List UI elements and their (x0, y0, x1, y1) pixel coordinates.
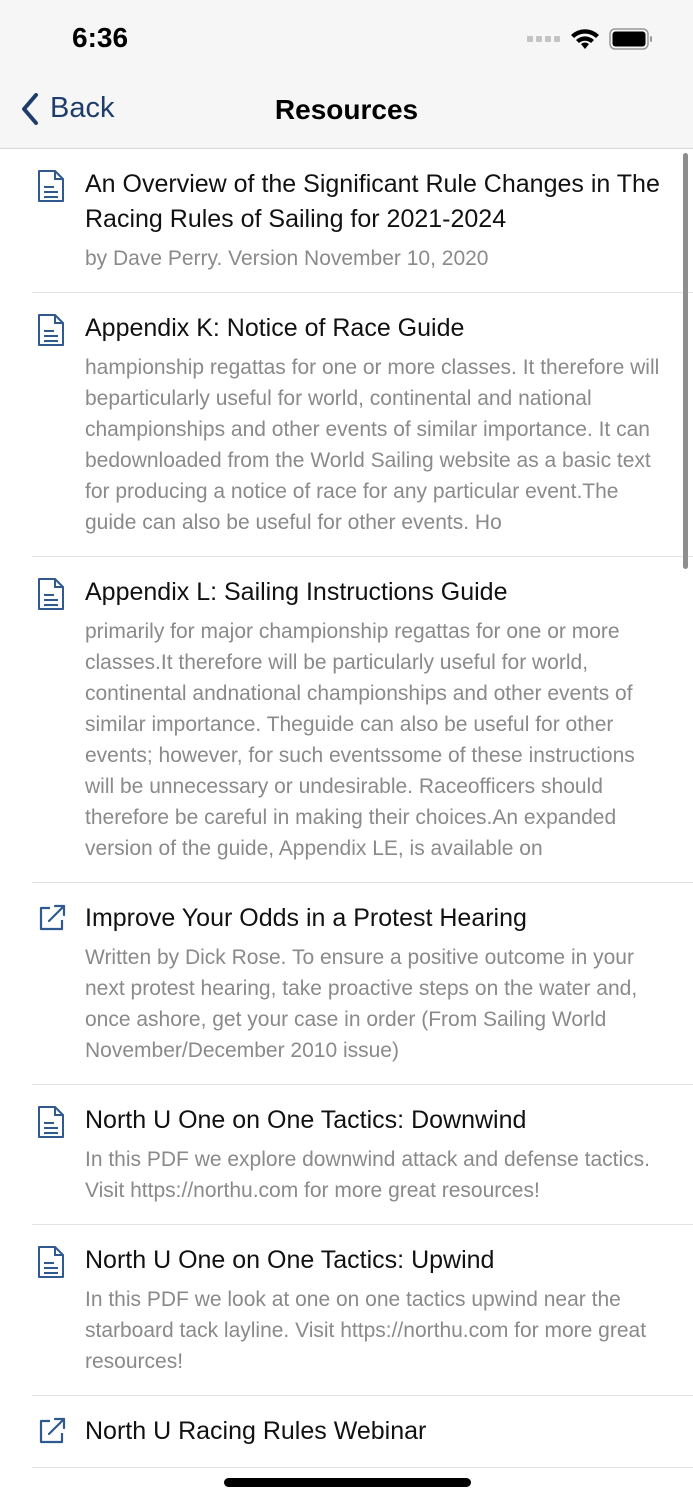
resource-description: primarily for major championship regattas for one or more classes.It therefore will be particularly useful for world, continental andnational championships and other events of similar importance. Theguide can also be useful for other events; however, for such eventssome of these instructions will be unnecessary or undesirable. Raceofficers should therefore be careful in making their choices.An expanded version of the guide, Appendix LE, is available on (85, 620, 635, 860)
resource-title: Appendix K: Notice of Race Guide (85, 314, 465, 342)
resource-list-item[interactable] (32, 293, 693, 557)
resource-title: An Overview of the Significant Rule Changes in The Racing Rules of Sailing for 2021-2024 (85, 170, 660, 233)
document-icon (37, 577, 65, 616)
document-icon (37, 169, 65, 208)
resource-title: North U One on One Tactics: Upwind (85, 1246, 495, 1274)
status-icons (527, 28, 653, 50)
resource-title: Appendix L: Sailing Instructions Guide (85, 578, 508, 606)
resource-list-item[interactable] (32, 883, 693, 1085)
resource-list-item[interactable] (32, 557, 693, 883)
resources-list[interactable] (0, 149, 693, 1500)
resource-description: In this PDF we explore downwind attack and defense tactics. Visit https://northu.com for more great resources! (85, 1148, 650, 1202)
resource-description: Written by Dick Rose. To ensure a positive outcome in your next protest hearing, take proactive steps on the water and, once ashore, get your case in order (From Sailing World November/December 2010 issue) (85, 946, 638, 1062)
external-link-icon (37, 903, 67, 938)
resource-title: North U Racing Rules Webinar (85, 1417, 427, 1445)
scrollbar[interactable] (683, 153, 688, 569)
wifi-icon (571, 28, 599, 50)
resource-title: Improve Your Odds in a Protest Hearing (85, 904, 527, 932)
cellular-signal-icon (527, 35, 561, 43)
resource-list-item[interactable] (32, 1396, 693, 1468)
resource-list-item[interactable] (32, 149, 693, 293)
document-icon (37, 1245, 65, 1284)
home-indicator[interactable] (224, 1478, 471, 1487)
navigation-header (0, 0, 693, 149)
status-time: 6:36 (72, 22, 129, 53)
document-icon (37, 313, 65, 352)
resource-description: hampionship regattas for one or more classes. It therefore will beparticularly useful for world, continental and national championships and other events of similar importance. It can bedownloaded from the World Sailing website as a basic text for producing a notice of race for any particular event.The guide can also be useful for other events. Ho (85, 356, 660, 534)
page-title: Resources (274, 94, 419, 125)
resource-description: by Dave Perry. Version November 10, 2020 (85, 247, 489, 270)
resource-list-item[interactable] (32, 1225, 693, 1396)
resource-title: North U One on One Tactics: Downwind (85, 1106, 527, 1134)
back-label: Back (50, 92, 115, 124)
resource-list-item[interactable] (32, 1085, 693, 1225)
battery-icon (609, 28, 653, 50)
resource-description: In this PDF we look at one on one tactics upwind near the starboard tack layline. Visit https://northu.com for more great resources! (85, 1288, 647, 1373)
external-link-icon (37, 1416, 67, 1451)
document-icon (37, 1105, 65, 1144)
